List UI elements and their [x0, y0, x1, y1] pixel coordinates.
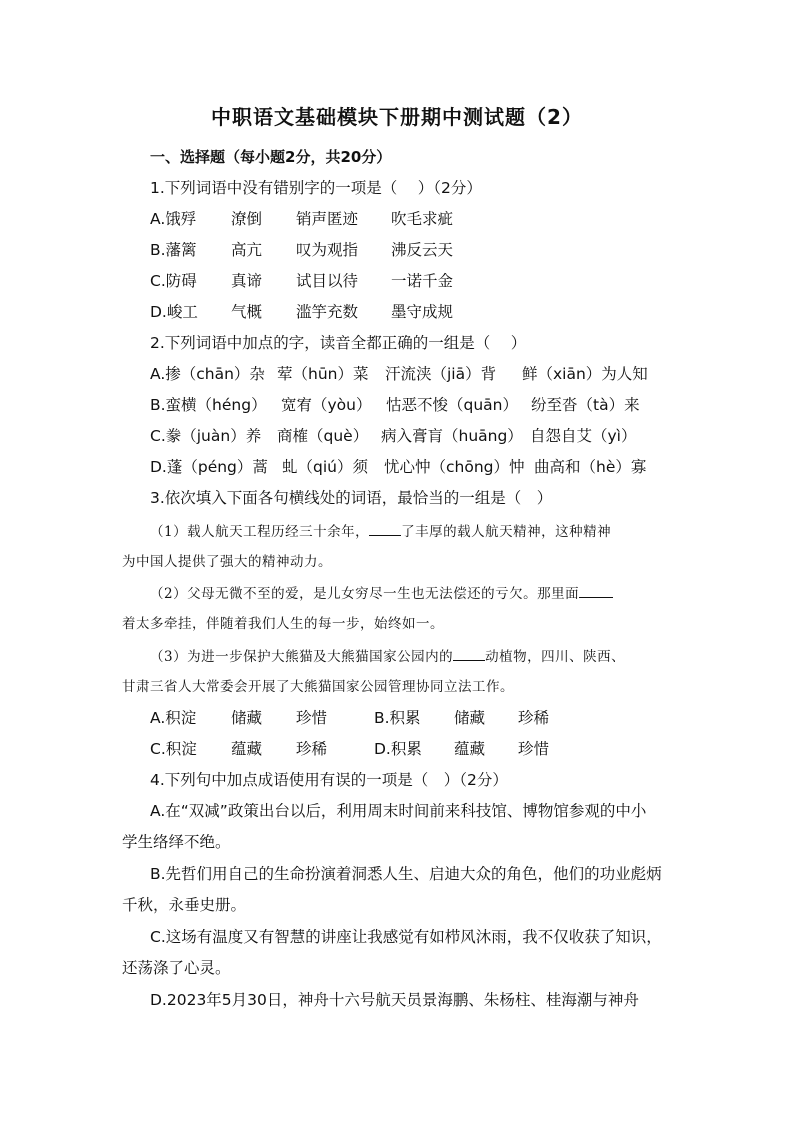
option-text: A.饿殍: [150, 210, 197, 228]
q4-option-d-line: D.2023年5月30日，神舟十六号航天员景海鹏、朱杨柱、桂海潮与神舟: [150, 991, 639, 1009]
option-text: 试目以待: [296, 272, 359, 290]
option-text: 自怨自艾（yì）: [530, 427, 637, 445]
option-text: 吹毛求疵: [391, 210, 454, 228]
option-text: C.豢（juàn）养: [150, 427, 262, 445]
passage-text: 动植物，四川、陕西、: [485, 649, 626, 665]
option-text: 一诺千金: [391, 272, 454, 290]
option-text: 气概: [231, 303, 263, 321]
option-text: 真谛: [231, 272, 263, 290]
q4-option-c-line: C.这场有温度又有智慧的讲座让我感觉有如栉风沐雨，我不仅收获了知识，: [150, 928, 662, 946]
q4-option-b-line: 千秋，永垂史册。: [122, 896, 247, 914]
option-text: 珍稀: [296, 740, 328, 758]
question-1-stem: 1.下列词语中没有错别字的一项是（ ）（2分）: [150, 179, 482, 197]
passage-3-line: [150, 645, 625, 665]
passage-2-line: [150, 582, 613, 602]
fill-blank: [579, 585, 613, 598]
option-text: 虬（qiú）须: [282, 458, 368, 476]
option-text: A.积淀: [150, 709, 197, 727]
q4-option-c-line: 还荡涤了心灵。: [122, 959, 231, 977]
option-text: 滥竽充数: [296, 303, 359, 321]
q3-options-row-2: [150, 737, 710, 757]
q1-option-d: [150, 300, 710, 320]
option-text: B.藩篱: [150, 241, 197, 259]
passage-text: （2）父母无微不至的爱，是儿女穷尽一生也无法偿还的亏欠。那里面: [150, 586, 580, 602]
option-text: 鲜（xiān）为人知: [522, 365, 648, 383]
option-text: 蕴藏: [454, 740, 486, 758]
option-text: B.积累: [374, 709, 421, 727]
option-text: 珍惜: [296, 709, 328, 727]
option-text: 叹为观指: [296, 241, 359, 259]
passage-3-line: 甘肃三省人大常委会开展了大熊猫国家公园管理协同立法工作。: [122, 679, 514, 695]
option-text: 储藏: [454, 709, 486, 727]
question-3-stem: 3.依次填入下面各句横线处的词语，最恰当的一组是（ ）: [150, 489, 553, 507]
option-text: 曲高和（hè）寡: [534, 458, 647, 476]
option-text: C.防碍: [150, 272, 197, 290]
page-title: 中职语文基础模块下册期中测试题（2）: [211, 105, 583, 129]
option-text: 荤（hūn）菜: [277, 365, 369, 383]
passage-1-line: 为中国人提供了强大的精神动力。: [122, 554, 332, 570]
q2-option-b: [150, 393, 710, 413]
q2-option-d: [150, 455, 710, 475]
q1-option-a: [150, 207, 710, 227]
option-text: D.积累: [374, 740, 422, 758]
passage-1-line: [150, 520, 611, 540]
passage-text: 了丰厚的载人航天精神，这种精神: [401, 524, 612, 540]
q1-option-c: [150, 269, 710, 289]
option-text: C.积淀: [150, 740, 197, 758]
option-text: B.蛮横（héng）: [150, 396, 267, 414]
option-text: 珍稀: [518, 709, 550, 727]
option-text: 沸反云天: [391, 241, 454, 259]
fill-blank: [369, 523, 401, 536]
q4-option-b-line: B.先哲们用自己的生命扮演着洞悉人生、启迪大众的角色，他们的功业彪炳: [150, 865, 662, 883]
option-text: 病入膏肓（huāng）: [381, 427, 523, 445]
passage-text: （1）载人航天工程历经三十余年，: [150, 524, 370, 540]
option-text: 珍惜: [518, 740, 550, 758]
q3-options-row-1: [150, 706, 710, 726]
q2-option-c: [150, 424, 710, 444]
option-text: 销声匿迹: [296, 210, 359, 228]
option-text: 储藏: [231, 709, 263, 727]
option-text: 墨守成规: [391, 303, 454, 321]
option-text: 忧心忡（chōng）忡: [384, 458, 525, 476]
option-text: 高亢: [231, 241, 263, 259]
passage-2-line: 着太多牵挂，伴随着我们人生的每一步，始终如一。: [122, 616, 444, 632]
q4-option-a-line: 学生络绎不绝。: [122, 833, 231, 851]
q2-option-a: [150, 362, 710, 382]
option-text: 商榷（què）: [277, 427, 369, 445]
option-text: 纷至沓（tà）来: [531, 396, 640, 414]
q4-option-a-line: A.在“双减”政策出台以后，利用周末时间前来科技馆、博物馆参观的中小: [150, 802, 647, 820]
option-text: D.蓬（péng）蒿: [150, 458, 268, 476]
fill-blank: [453, 648, 485, 661]
q1-option-b: [150, 238, 710, 258]
option-text: 宽宥（yòu）: [281, 396, 372, 414]
option-text: 汗流浃（jiā）背: [385, 365, 497, 383]
option-text: 潦倒: [231, 210, 263, 228]
passage-text: （3）为进一步保护大熊猫及大熊猫国家公园内的: [150, 649, 454, 665]
question-2-stem: 2.下列词语中加点的字，读音全都正确的一组是（ ）: [150, 334, 527, 352]
section-heading: 一、选择题（每小题2分，共20分）: [150, 148, 392, 166]
option-text: 蕴藏: [231, 740, 263, 758]
option-text: D.峻工: [150, 303, 198, 321]
option-text: 怙恶不悛（quān）: [386, 396, 518, 414]
question-4-stem: 4.下列句中加点成语使用有误的一项是（ ）（2分）: [150, 771, 508, 789]
option-text: A.掺（chān）杂: [150, 365, 265, 383]
